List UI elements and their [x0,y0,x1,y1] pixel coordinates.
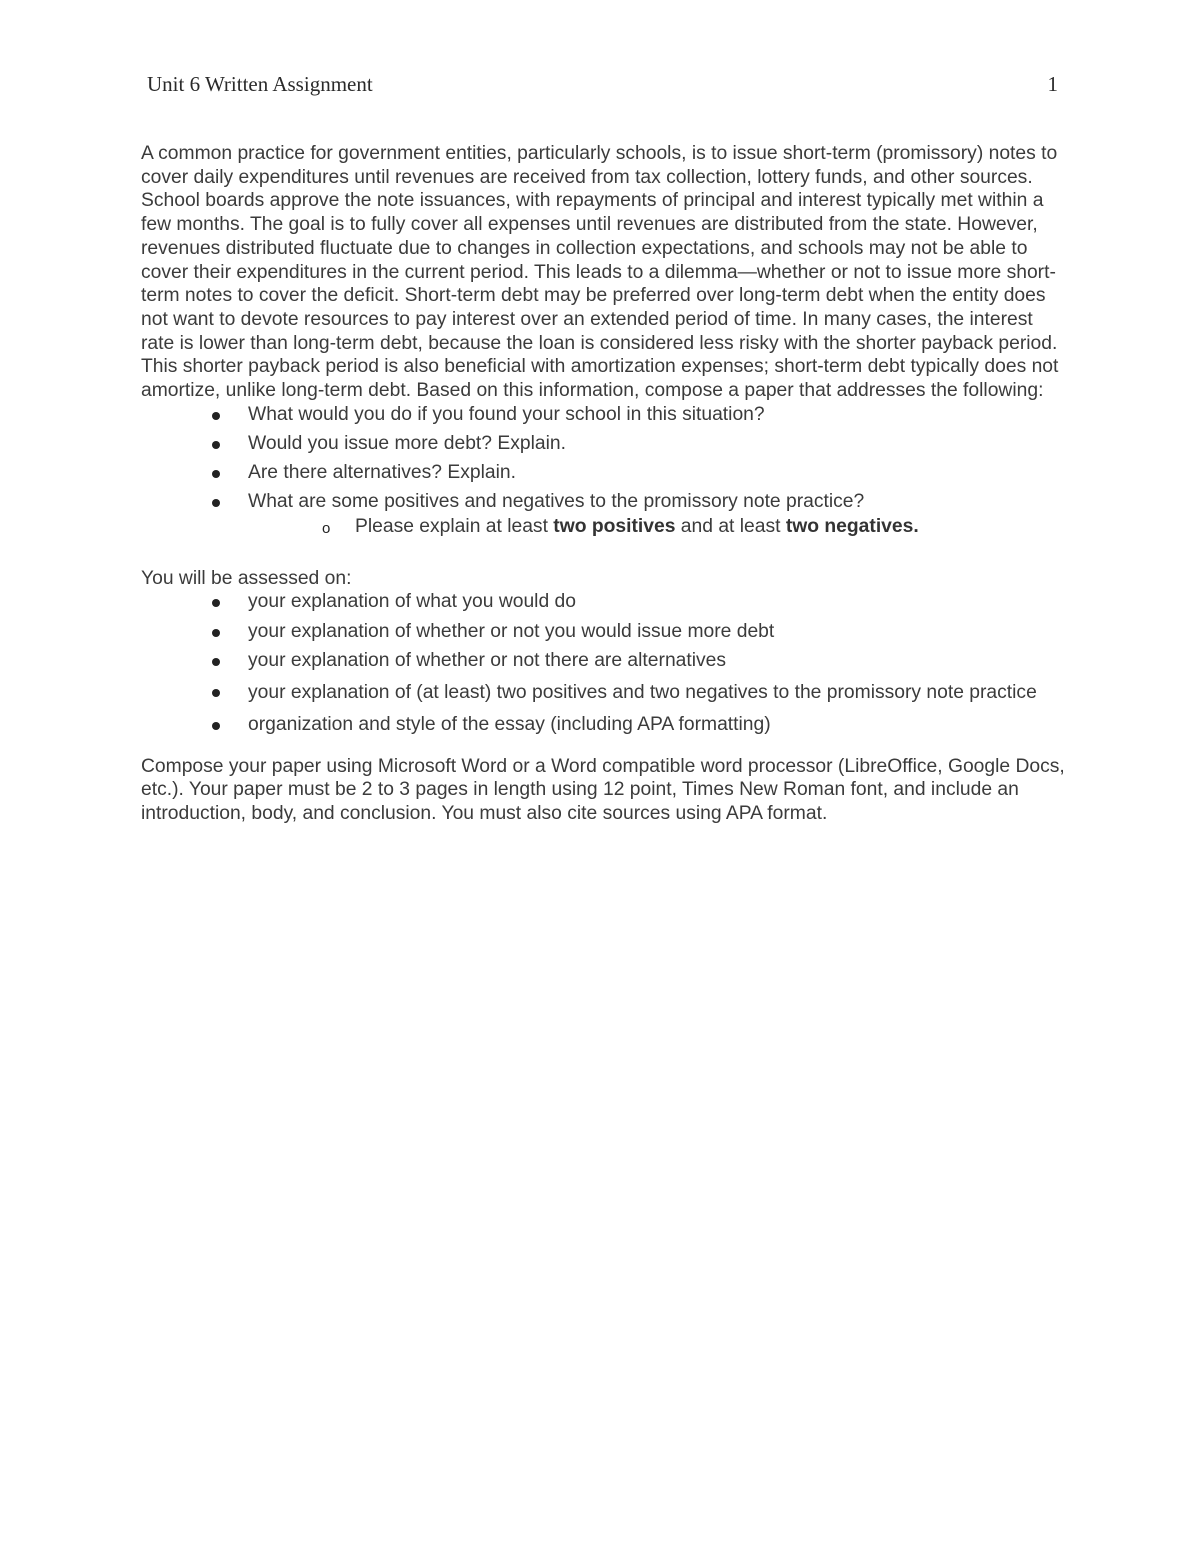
intro-paragraph: A common practice for government entities, particularly schools, is to issue short-term (promissory) notes to cover daily expenditures until revenues are received from tax collection, lottery funds, and other sources. School boards approve the note issuances, with repayments of principal and interest typically met within a few months. The goal is to fully cover all expenses until revenues are distributed from the state. However, revenues distributed fluctuate due to changes in collection expectations, and schools may not be able to cover their expenditures in the current period. This leads to a dilemma—whether or not to issue more short-term notes to cover the deficit. Short-term debt may be preferred over long-term debt when the entity does not want to devote resources to pay interest over an extended period of time. In many cases, the interest rate is lower than long-term debt, because the loan is considered less risky with the shorter payback period. This shorter payback period is also beneficial with amortization expenses; short-term debt typically does not amortize, unlike long-term debt. Based on this information, compose a paper that addresses the following: [141,143,1059,402]
emphasis-positives: two positives [553,516,676,538]
list-item: organization and style of the essay (including APA formatting) [141,713,1066,737]
document-body [141,142,1066,826]
document-title: Unit 6 Written Assignment [147,72,373,96]
list-item: your explanation of whether or not you would issue more debt [141,620,1066,644]
bullet-icon [212,658,220,666]
assessed-heading: You will be assessed on: [141,567,352,589]
list-item: Are there alternatives? Explain. [141,461,1066,485]
bullet-icon [212,599,220,607]
list-item: What would you do if you found your school in this situation? [141,403,1066,427]
emphasis-negatives: two negatives. [785,516,919,538]
bullet-icon [212,441,220,449]
bullet-icon [212,470,220,478]
bullet-icon [212,689,220,697]
question-list [141,403,1066,514]
sub-list-item: o Please explain at least two positives and at least two negatives. [141,515,1066,539]
list-item: What are some positives and negatives to the promissory note practice? [141,490,1066,514]
bullet-icon [212,722,220,730]
bullet-icon [212,629,220,637]
list-item: your explanation of (at least) two positives and two negatives to the promissory note practice [141,678,1066,708]
page-header [147,72,1058,97]
list-item: your explanation of whether or not there are alternatives [141,649,1066,673]
assessment-list [141,590,1066,736]
list-item: your explanation of what you would do [141,590,1066,614]
list-item: Would you issue more debt? Explain. [141,432,1066,456]
bullet-icon [212,412,220,420]
compose-paragraph: Compose your paper using Microsoft Word or a Word compatible word processor (LibreOffice, Google Docs, etc.). Your paper must be 2 to 3 pages in length using 12 point, Times New Roman font, and include an introduction, body, and conclusion. You must also cite sources using APA format. [141,755,1065,825]
page-number: 1 [1047,72,1058,96]
bullet-icon [212,499,220,507]
circle-bullet-icon: o [322,520,331,538]
